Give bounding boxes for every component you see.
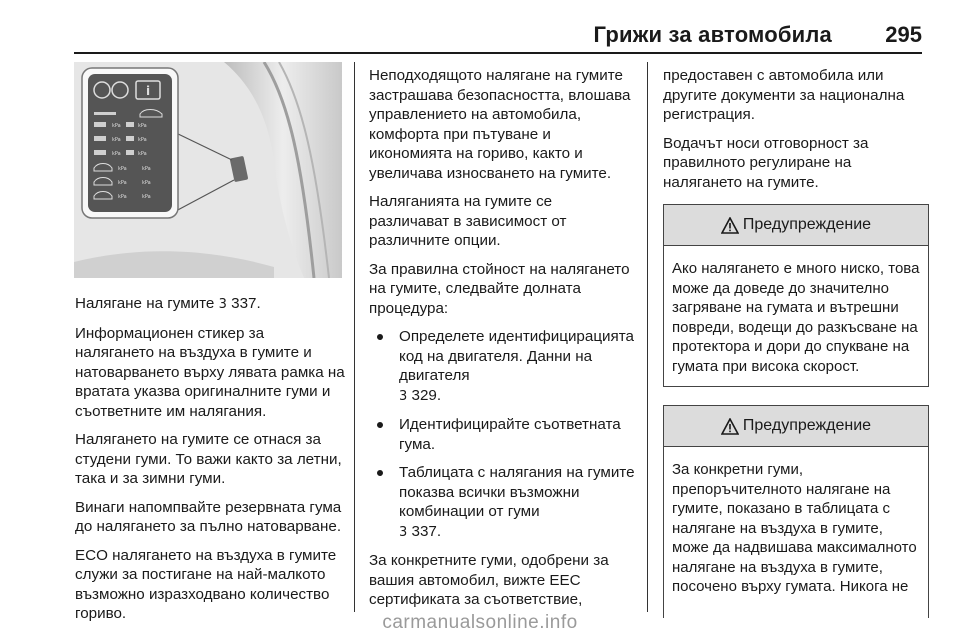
svg-text:kPa: kPa xyxy=(118,166,127,172)
svg-text:kPa: kPa xyxy=(112,151,121,157)
warning-header xyxy=(664,205,928,246)
watermark: carmanualsonline.info xyxy=(382,612,578,633)
svg-text:kPa: kPa xyxy=(112,137,121,143)
warning-title: Предупреждение xyxy=(742,216,872,234)
procedure-list xyxy=(369,327,635,542)
paragraph: Винаги напомпвайте резервната гума до налягането за пълно натоварване. xyxy=(75,498,342,535)
page-title: Грижи за автомобила xyxy=(593,22,832,47)
list-item: Определете идентифицирацията код на двигателя. Данни на двигателя 3 329. xyxy=(369,327,635,406)
kpa-label: kPa xyxy=(112,123,121,129)
warning-box xyxy=(663,405,929,618)
list-item: Таблицата с налягания на гумите показва всички възможни комбинации от гуми 3 337. xyxy=(369,463,635,542)
column-2 xyxy=(369,66,635,619)
warning-triangle-icon xyxy=(721,217,739,234)
svg-text:i: i xyxy=(145,84,151,98)
tire-pressure-label-illustration xyxy=(74,62,342,278)
paragraph: Налягането на гумите се отнася за студени гуми. То важи както за летни, така и за зимни гуми. xyxy=(75,431,342,487)
paragraph: За конкретните гуми, одобрени за вашия автомобил, вижте ЕЕС сертификата за съответствие, xyxy=(369,552,609,608)
paragraph: Наляганията на гумите се различават в зависимост от различните опции. xyxy=(369,193,567,249)
warning-text: За конкретни гуми, препоръчителното налягане на гумите, показано в таблицата с налягане на въздуха в гумите, може да надвишава максималното налягане на въздуха в гумите, посочено върху гумата. Никога не xyxy=(672,461,917,595)
warning-title: Предупреждение xyxy=(742,417,872,435)
paragraph-tire-pressure-ref: Налягане на гумите 3 337. xyxy=(75,295,261,312)
warning-text: Ако налягането е много ниско, това може да доведе до значително загряване на гумата и вътрешни повреди, водещи до разкъсване на протектора и дори до спукване на гумата при висока скорост. xyxy=(672,260,920,375)
paragraph: Неподходящото налягане на гумите застрашава безопасността, влошава управлението на автомобила, комфорта при пътуване и икономията на гориво, както и увеличава износването на гумите. xyxy=(369,67,631,182)
svg-text:kPa: kPa xyxy=(138,151,147,157)
paragraph: Информационен стикер за налягането на въздуха в гумите и натоварването върху лявата рамка на вратата указва оригиналните гуми и съответните им налягания. xyxy=(75,324,345,420)
paragraph: предоставен с автомобила или другите документи за национална регистрация. xyxy=(663,67,905,123)
page-ref-icon: 3 xyxy=(399,388,408,404)
svg-text:kPa: kPa xyxy=(118,180,127,186)
paragraph: За правилна стойност на налягането на гумите, следвайте долната процедура: xyxy=(369,260,630,317)
column-3 xyxy=(663,66,929,636)
warning-header xyxy=(664,406,928,447)
page-ref-icon: 3 xyxy=(218,297,227,312)
page-ref[interactable]: 329. xyxy=(411,386,442,404)
column-1 xyxy=(75,294,345,633)
svg-text:kPa: kPa xyxy=(142,166,151,172)
page-number: 295 xyxy=(885,22,922,47)
tire-pressure-label-figure xyxy=(74,62,342,278)
paragraph: ECO налягането на въздуха в гумите служи за постигане на най-малкото възможно изразходвано количество гориво. xyxy=(75,546,337,622)
warning-box xyxy=(663,204,929,387)
column-divider-1 xyxy=(354,62,355,612)
svg-text:kPa: kPa xyxy=(138,137,147,143)
page-ref-icon: 3 xyxy=(399,524,408,540)
svg-text:kPa: kPa xyxy=(142,194,151,200)
list-item: Идентифицирайте съответната гума. xyxy=(369,415,635,454)
column-divider-2 xyxy=(647,62,648,612)
bullet-icon xyxy=(377,470,383,476)
warning-triangle-icon xyxy=(721,418,739,435)
svg-text:kPa: kPa xyxy=(142,180,151,186)
header-rule xyxy=(74,52,922,54)
svg-text:kPa: kPa xyxy=(138,123,147,129)
page-ref[interactable]: 337. xyxy=(231,295,261,312)
paragraph: Водачът носи отговорност за правилното регулиране на налягането на гумите. xyxy=(663,134,869,191)
bullet-icon xyxy=(377,422,383,428)
bullet-icon xyxy=(377,334,383,340)
svg-text:kPa: kPa xyxy=(118,194,127,200)
page-ref[interactable]: 337. xyxy=(411,522,442,540)
page-header xyxy=(0,0,960,60)
